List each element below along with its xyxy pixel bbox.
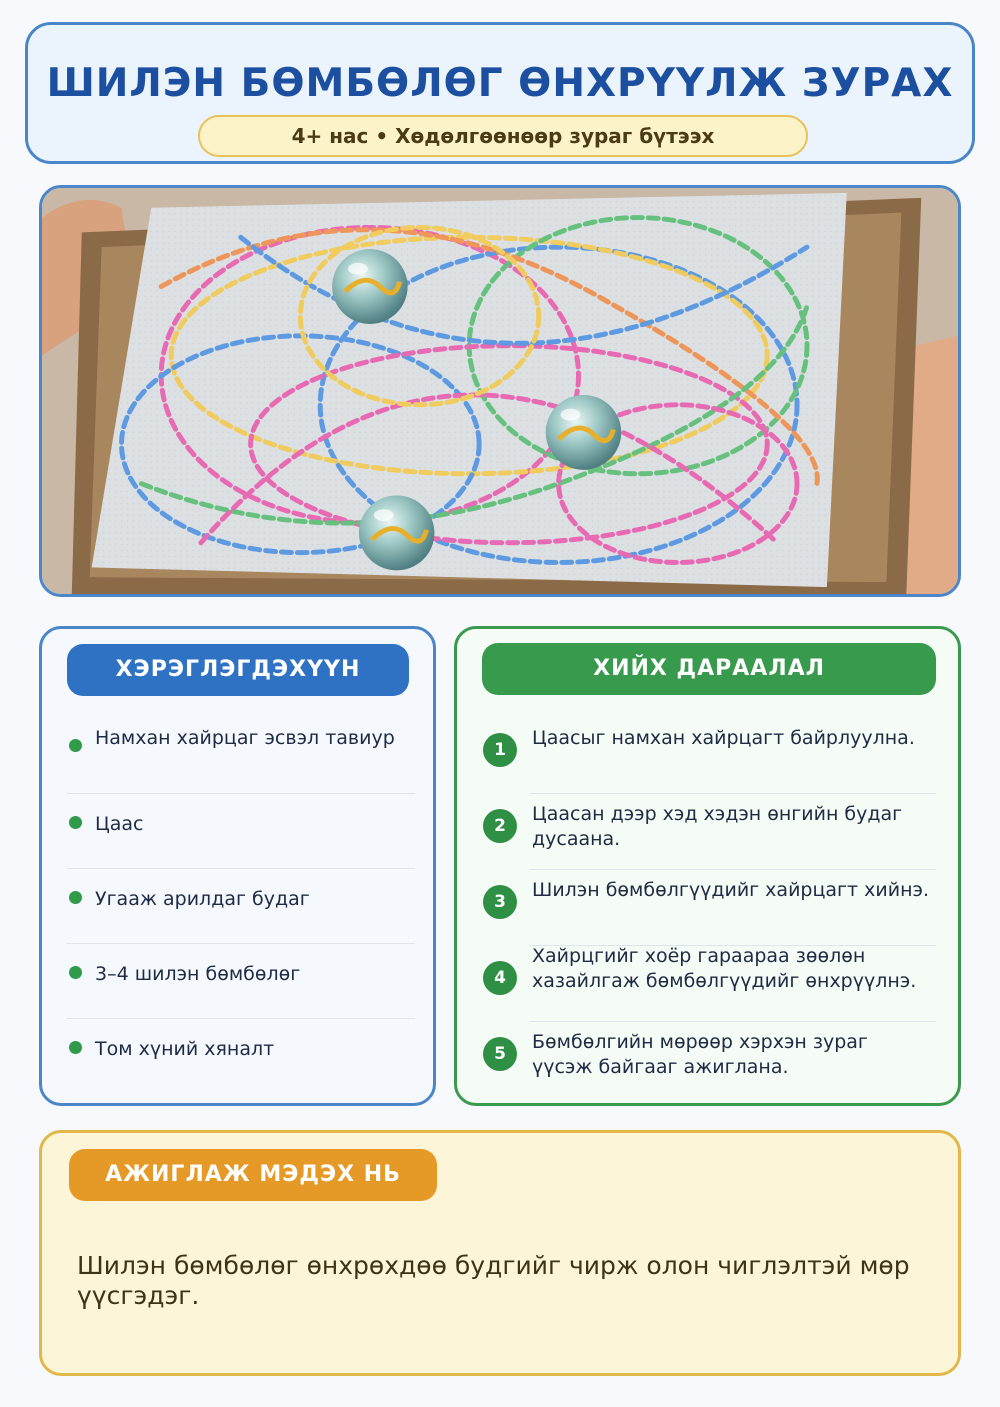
list-item bbox=[482, 1023, 936, 1099]
step-number-badge: 3 bbox=[483, 885, 517, 919]
bullet-dot-icon bbox=[69, 816, 82, 829]
divider bbox=[530, 793, 936, 794]
step-number-badge: 1 bbox=[483, 733, 517, 767]
material-text: Том хүний хяналт bbox=[95, 1038, 275, 1060]
step-text: Цаасыг намхан хайрцагт байрлуулна. bbox=[532, 727, 915, 749]
step-text: Бөмбөлгийн мөрөөр хэрхэн зураг үүсэж байгааг ажиглана. bbox=[532, 1031, 868, 1078]
list-item bbox=[67, 1019, 415, 1094]
marble-icon-2 bbox=[546, 395, 622, 470]
materials-list bbox=[67, 719, 415, 1094]
step-text: Шилэн бөмбөлгүүдийг хайрцагт хийнэ. bbox=[532, 879, 929, 901]
list-item bbox=[67, 869, 415, 944]
list-item bbox=[482, 947, 936, 1023]
material-text: 3–4 шилэн бөмбөлөг bbox=[95, 963, 301, 985]
marble-painting-photo bbox=[39, 185, 961, 597]
material-text: Намхан хайрцаг эсвэл тавиур bbox=[95, 727, 395, 749]
material-text: Цаас bbox=[95, 813, 144, 835]
step-number-badge: 5 bbox=[483, 1037, 517, 1071]
bullet-dot-icon bbox=[69, 1041, 82, 1054]
divider bbox=[530, 869, 936, 870]
photo-illustration bbox=[42, 188, 958, 594]
page-title: ШИЛЭН БӨМБӨЛӨГ ӨНХРҮҮЛЖ ЗУРАХ bbox=[46, 61, 954, 106]
list-item bbox=[482, 871, 936, 947]
materials-panel bbox=[39, 626, 436, 1106]
list-item bbox=[482, 795, 936, 871]
materials-heading: ХЭРЭГЛЭГДЭХҮҮН bbox=[67, 644, 409, 696]
step-text: Цаасан дээр хэд хэдэн өнгийн будаг дусаана. bbox=[532, 803, 903, 850]
step-text: Хайрцгийг хоёр гараараа зөөлөн хазайлгаж бөмбөлгүүдийг өнхрүүлнэ. bbox=[532, 945, 917, 992]
observation-heading: АЖИГЛАЖ МЭДЭХ НЬ bbox=[69, 1149, 437, 1201]
list-item bbox=[67, 719, 415, 794]
marble-icon-1 bbox=[332, 249, 408, 324]
observation-panel bbox=[39, 1130, 961, 1376]
step-number-badge: 4 bbox=[483, 961, 517, 995]
bullet-dot-icon bbox=[69, 891, 82, 904]
bullet-dot-icon bbox=[69, 966, 82, 979]
steps-list bbox=[482, 719, 936, 1099]
header-card bbox=[25, 22, 975, 164]
steps-heading: ХИЙХ ДАРААЛАЛ bbox=[482, 643, 936, 695]
observation-text: Шилэн бөмбөлөг өнхрөхдөө будгийг чирж олон чиглэлтэй мөр үүсгэдэг. bbox=[77, 1251, 910, 1310]
list-item bbox=[67, 794, 415, 869]
list-item bbox=[482, 719, 936, 795]
age-subtitle-badge: 4+ нас • Хөдөлгөөнөөр зураг бүтээх bbox=[198, 115, 808, 157]
divider bbox=[530, 1021, 936, 1022]
material-text: Угааж арилдаг будаг bbox=[95, 888, 310, 910]
step-number-badge: 2 bbox=[483, 809, 517, 843]
list-item bbox=[67, 944, 415, 1019]
bullet-dot-icon bbox=[69, 739, 82, 752]
steps-panel bbox=[454, 626, 961, 1106]
marble-icon-3 bbox=[359, 495, 435, 570]
